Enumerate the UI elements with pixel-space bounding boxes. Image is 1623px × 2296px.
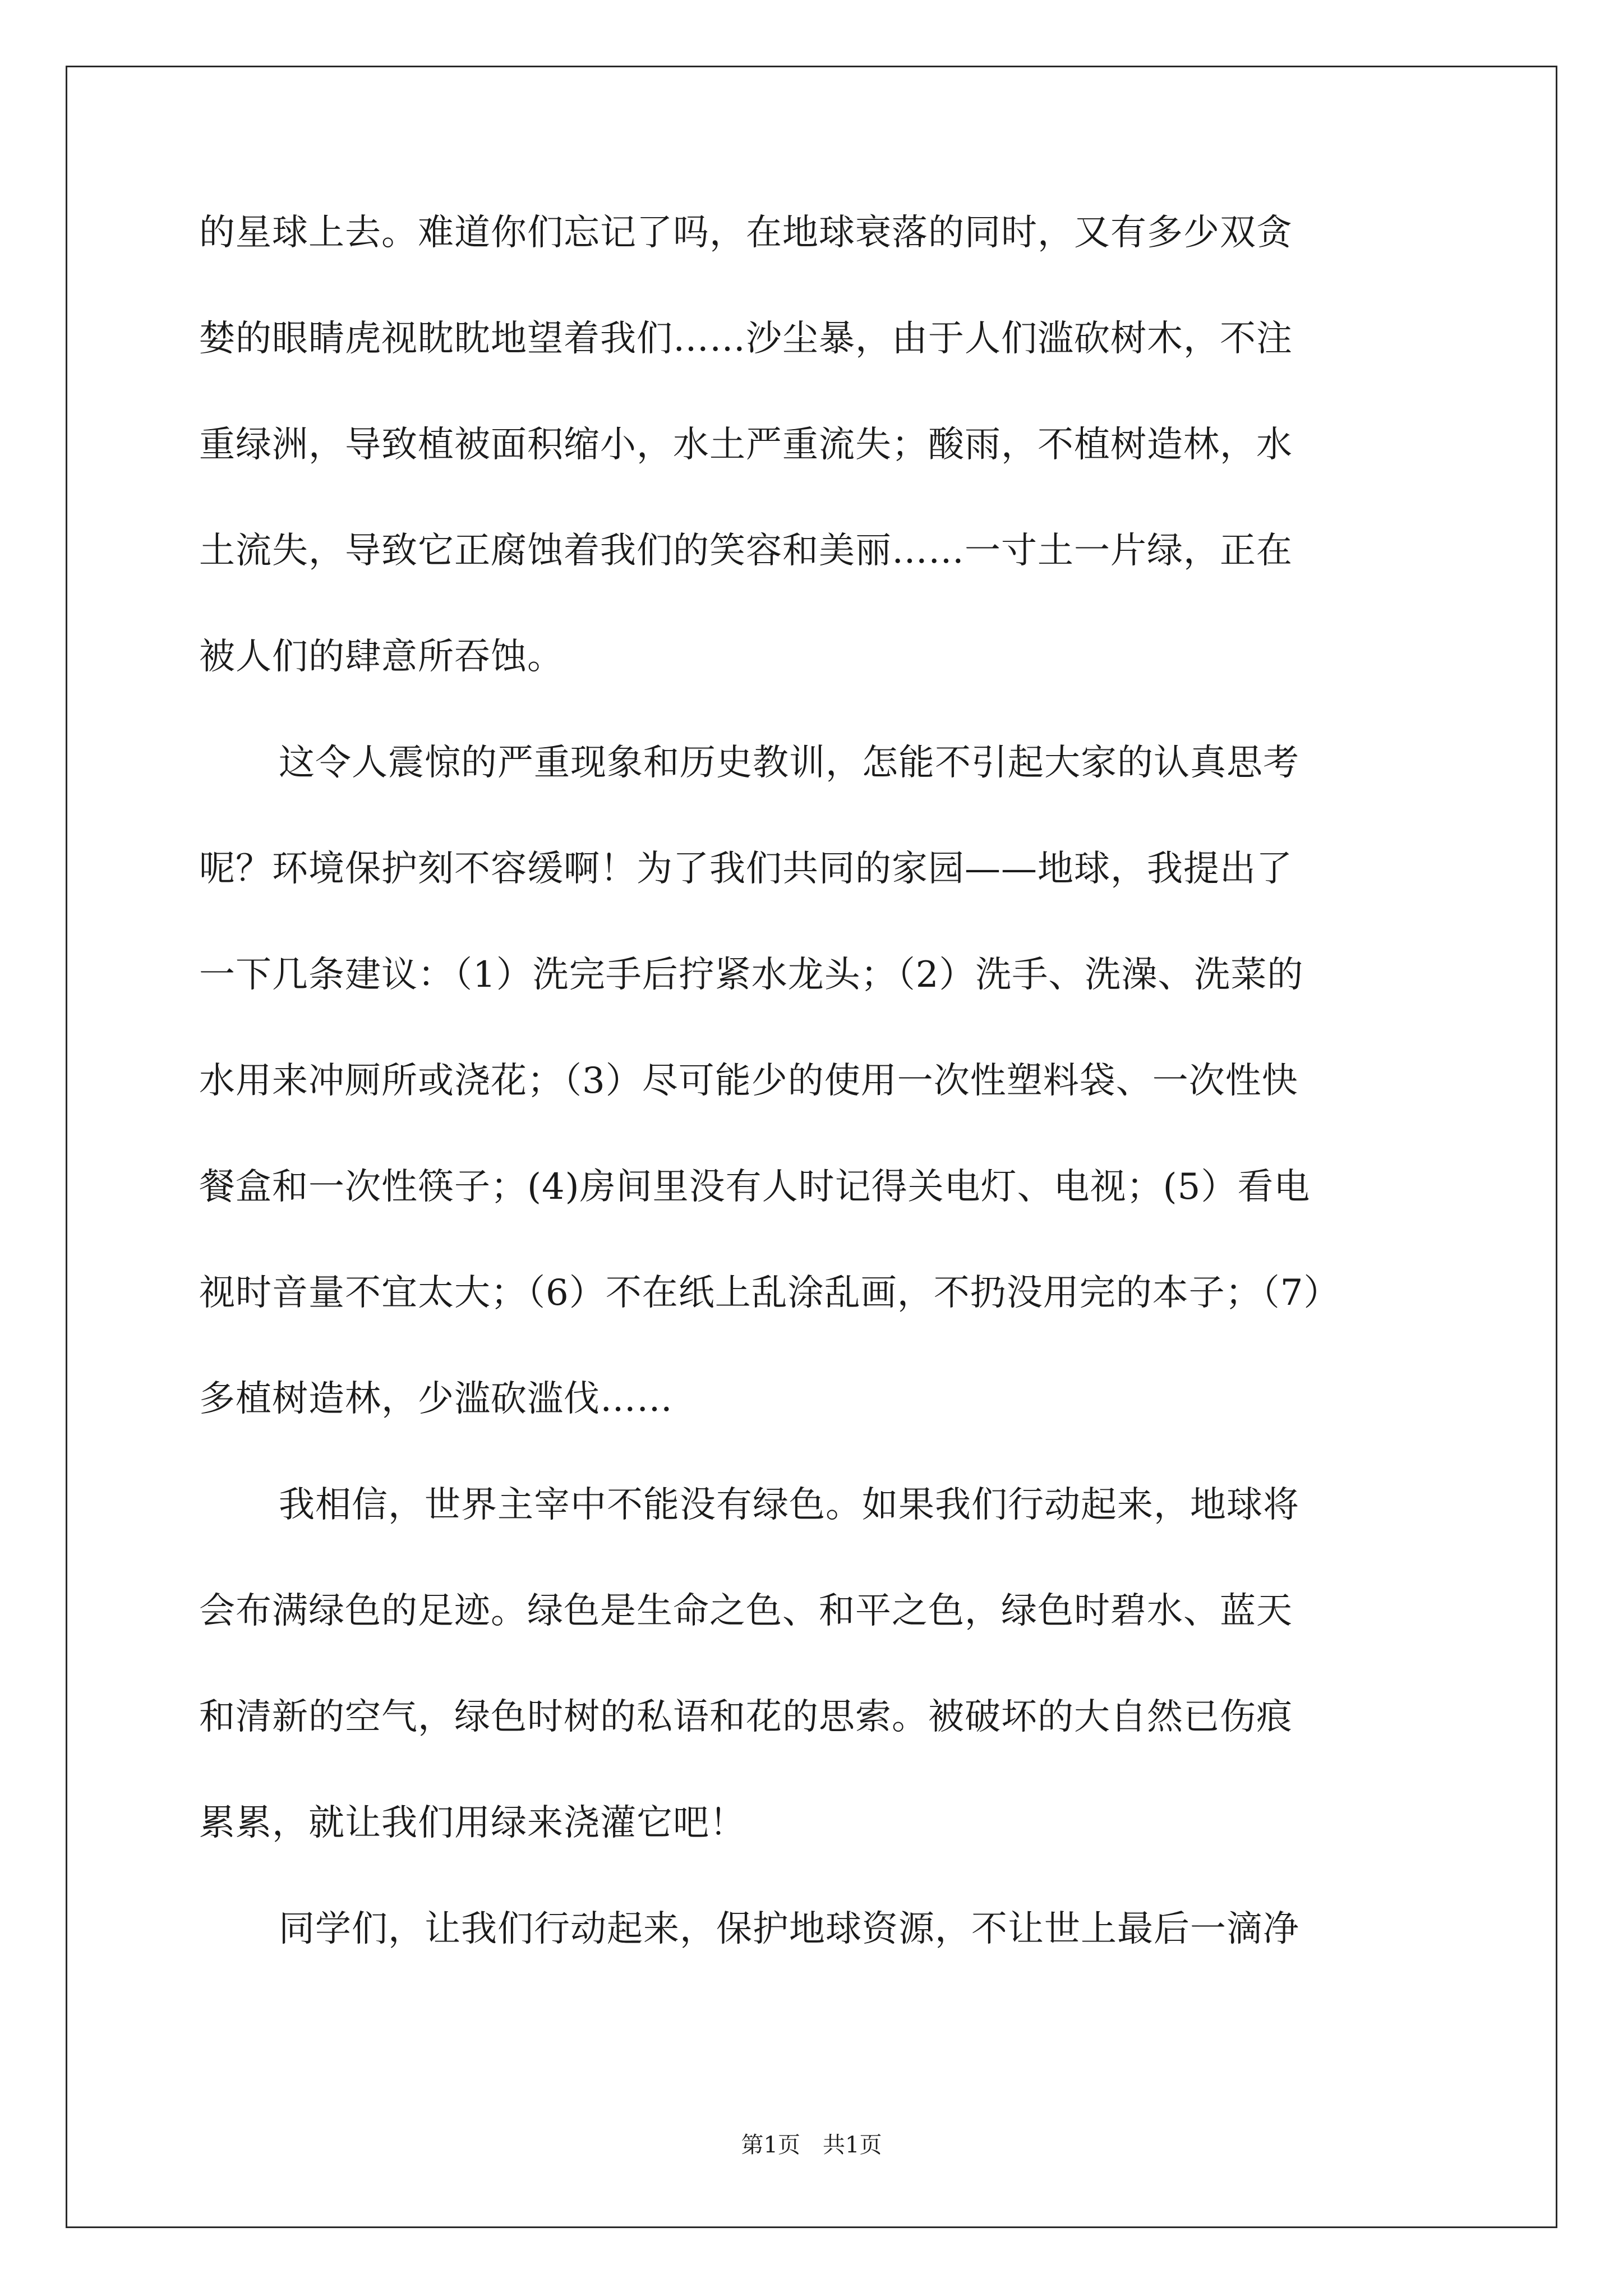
text-line: 餐盒和一次性筷子；(4)房间里没有人时记得关电灯、电视；(5）看电: [199, 1166, 1311, 1208]
page-footer: 第1页 共1页: [741, 2132, 882, 2158]
text-line: 的星球上去。难道你们忘记了吗，在地球衰落的同时，又有多少双贪: [199, 212, 1293, 254]
text-line: 多植树造林，少滥砍滥伐……: [199, 1378, 673, 1420]
text-line: 土流失，导致它正腐蚀着我们的笑容和美丽……一寸土一片绿，正在: [199, 530, 1293, 572]
text-line: 水用来冲厕所或浇花；（3）尽可能少的使用一次性塑料袋、一次性快: [199, 1060, 1298, 1102]
text-line: 会布满绿色的足迹。绿色是生命之色、和平之色，绿色时碧水、蓝天: [199, 1590, 1293, 1632]
text-line: 被人们的肆意所吞蚀。: [199, 636, 564, 678]
text-line: 婪的眼睛虎视眈眈地望着我们……沙尘暴，由于人们滥砍树木，不注: [199, 318, 1293, 360]
text-line: 视时音量不宜太大；（6）不在纸上乱涂乱画，不扔没用完的本子；（7）: [199, 1272, 1340, 1314]
text-line: 累累，就让我们用绿来浇灌它吧！: [199, 1802, 746, 1844]
document-body: [199, 205, 1433, 2007]
text-line: 重绿洲，导致植被面积缩小，水土严重流失；酸雨，不植树造林，水: [199, 424, 1293, 466]
text-line: 呢？环境保护刻不容缓啊！为了我们共同的家园——地球，我提出了: [199, 848, 1293, 890]
text-line: 和清新的空气，绿色时树的私语和花的思索。被破坏的大自然已伤痕: [199, 1696, 1293, 1738]
paragraph-start-line: 同学们，让我们行动起来，保护地球资源，不让世上最后一滴净: [279, 1908, 1299, 1950]
text-line: 一下几条建议：（1）洗完手后拧紧水龙头；（2）洗手、洗澡、洗菜的: [199, 954, 1304, 996]
paragraph-start-line: 我相信，世界主宰中不能没有绿色。如果我们行动起来，地球将: [279, 1484, 1299, 1526]
paragraph-start-line: 这令人震惊的严重现象和历史教训，怎能不引起大家的认真思考: [279, 742, 1299, 784]
